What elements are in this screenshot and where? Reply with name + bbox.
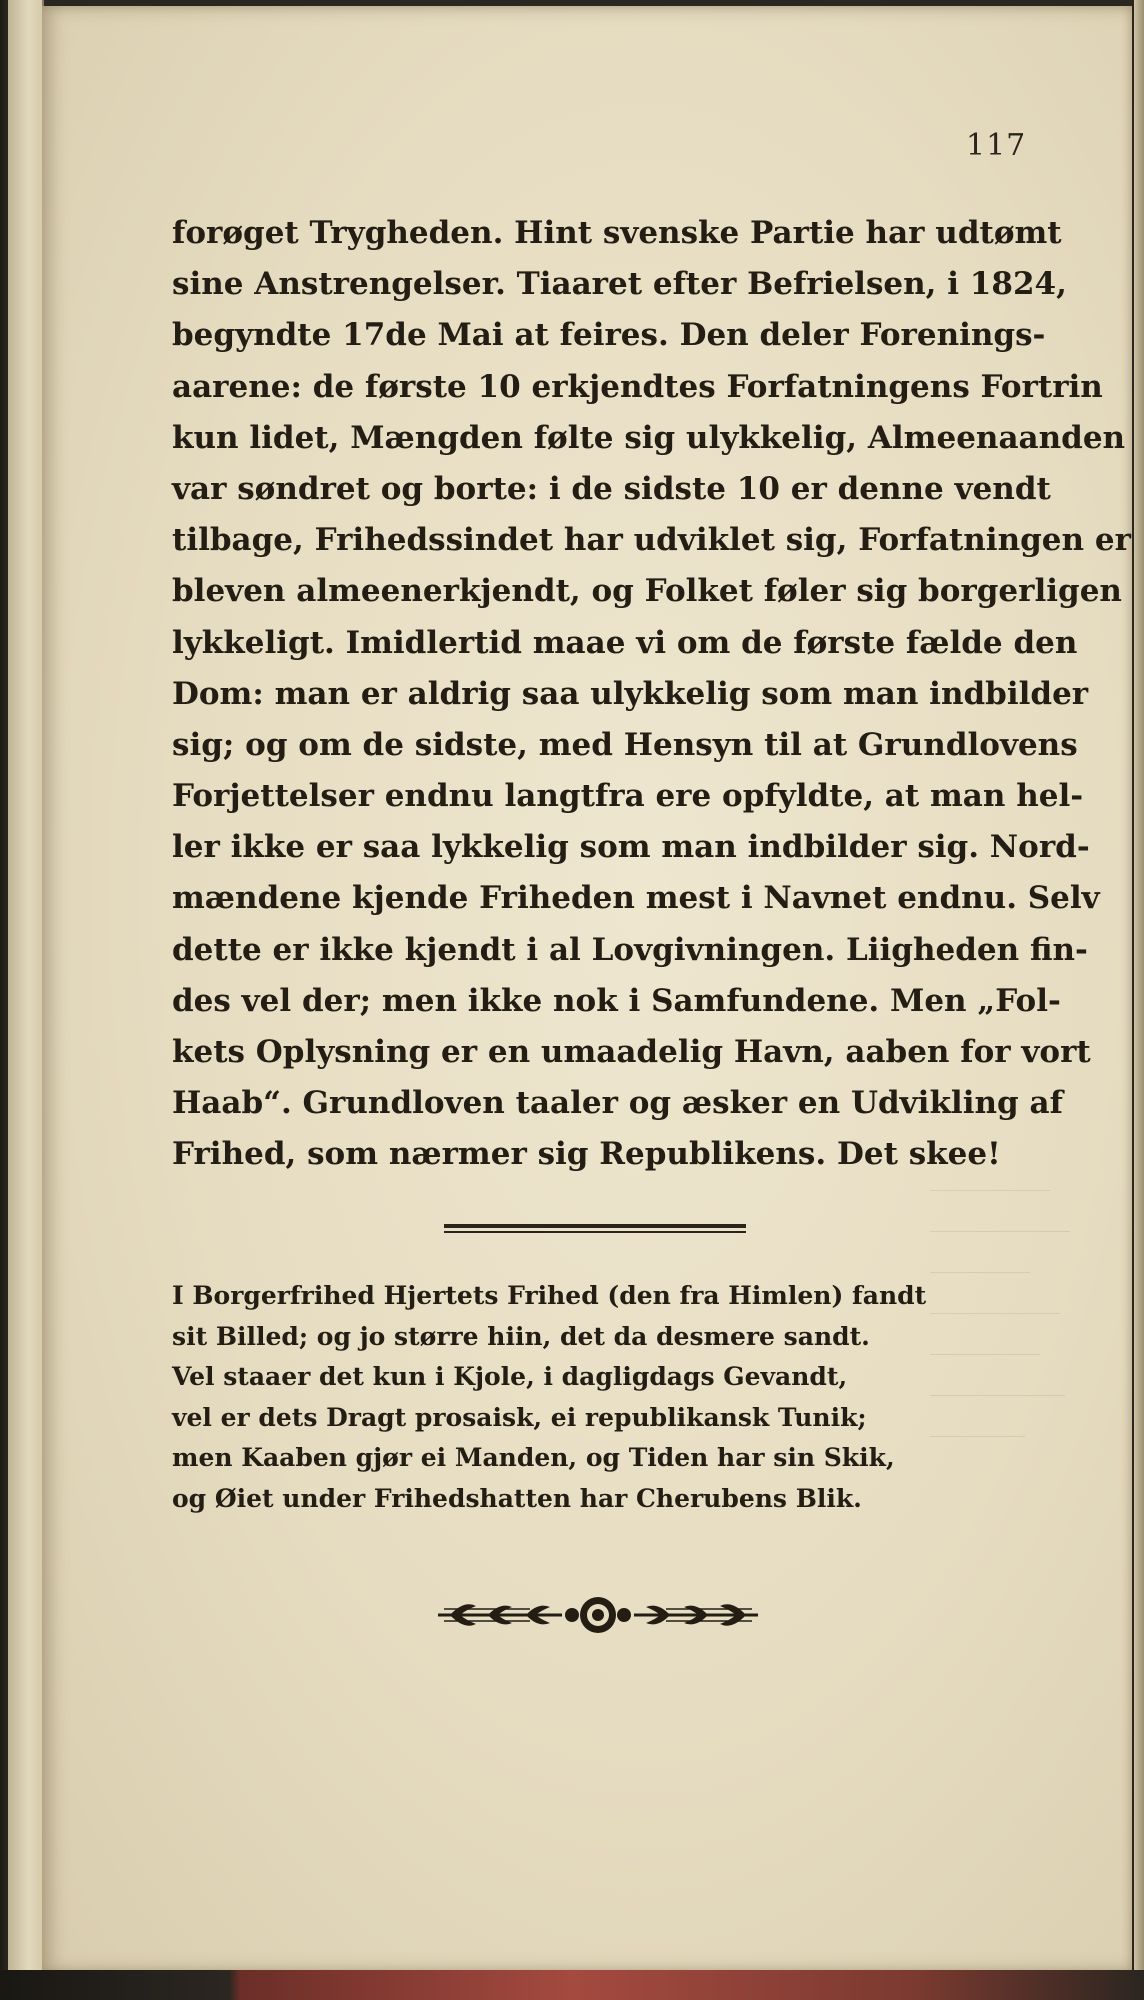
text-line: Forjettelser endnu langtfra ere opfyldte, at man hel- (172, 778, 1084, 815)
text-line: bleven almeenerkjendt, og Folket føler sig borgerligen (172, 573, 1122, 610)
text-line: Dom: man er aldrig saa ulykkelig som man indbilder (172, 675, 1089, 712)
page-number: 117 (966, 128, 1027, 163)
section-divider-rule (444, 1224, 746, 1233)
text-line: aarene: de første 10 erkjendtes Forfatningens Fortrin (172, 368, 1103, 405)
verse-line: og Øiet under Frihedshatten har Cherubens Blik. (172, 1483, 862, 1513)
body-paragraph (172, 208, 1131, 1181)
tailpiece-ornament-icon (430, 1590, 766, 1640)
text-line: Frihed, som nærmer sig Republikens. Det skee! (172, 1136, 1001, 1173)
verse-block (172, 1276, 972, 1519)
right-page-edge (1134, 0, 1144, 2000)
text-line: Haab“. Grundloven taaler og æsker en Udvikling af (172, 1085, 1063, 1122)
verse-line: Vel staaer det kun i Kjole, i dagligdags Gevandt, (172, 1362, 848, 1391)
text-line: var søndret og borte: i de sidste 10 er denne vendt (172, 470, 1051, 507)
text-line: forøget Trygheden. Hint svenske Partie har udtømt (172, 215, 1062, 251)
text-line: lykkeligt. Imidlertid maae vi om de første fælde den (172, 624, 1078, 661)
verse-line: men Kaaben gjør ei Manden, og Tiden har sin Skik, (172, 1443, 895, 1472)
verse-line: sit Billed; og jo større hiin, det da desmere sandt. (172, 1321, 870, 1351)
text-line: des vel der; men ikke nok i Samfundene. Men „Fol- (172, 982, 1061, 1019)
text-line: ler ikke er saa lykkelig som man indbilder sig. Nord- (172, 829, 1090, 866)
text-line: kets Oplysning er en umaadelig Havn, aaben for vort (172, 1034, 1091, 1070)
left-page-edge (8, 0, 44, 2000)
verse-line: vel er dets Dragt prosaisk, ei republikansk Tunik; (172, 1402, 867, 1432)
divider-thick-line (444, 1224, 746, 1228)
text-line: mændene kjende Friheden mest i Navnet endnu. Selv (172, 880, 1100, 917)
divider-thin-line (444, 1231, 746, 1233)
text-line: kun lidet, Mængden følte sig ulykkelig, Almeenaanden (172, 419, 1126, 456)
bottom-edge-strip (0, 1970, 1144, 2000)
text-line: dette er ikke kjendt i al Lovgivningen. Liigheden fin- (172, 931, 1088, 968)
text-line: tilbage, Frihedssindet har udviklet sig, Forfatningen er (172, 522, 1131, 559)
text-line: sine Anstrengelser. Tiaaret efter Befrielsen, i 1824, (172, 266, 1067, 303)
text-line: begyndte 17de Mai at feires. Den deler Forenings- (172, 317, 1046, 354)
verse-line: I Borgerfrihed Hjertets Frihed (den fra Himlen) fandt (172, 1281, 927, 1310)
text-line: sig; og om de sidste, med Hensyn til at Grundlovens (172, 726, 1078, 763)
